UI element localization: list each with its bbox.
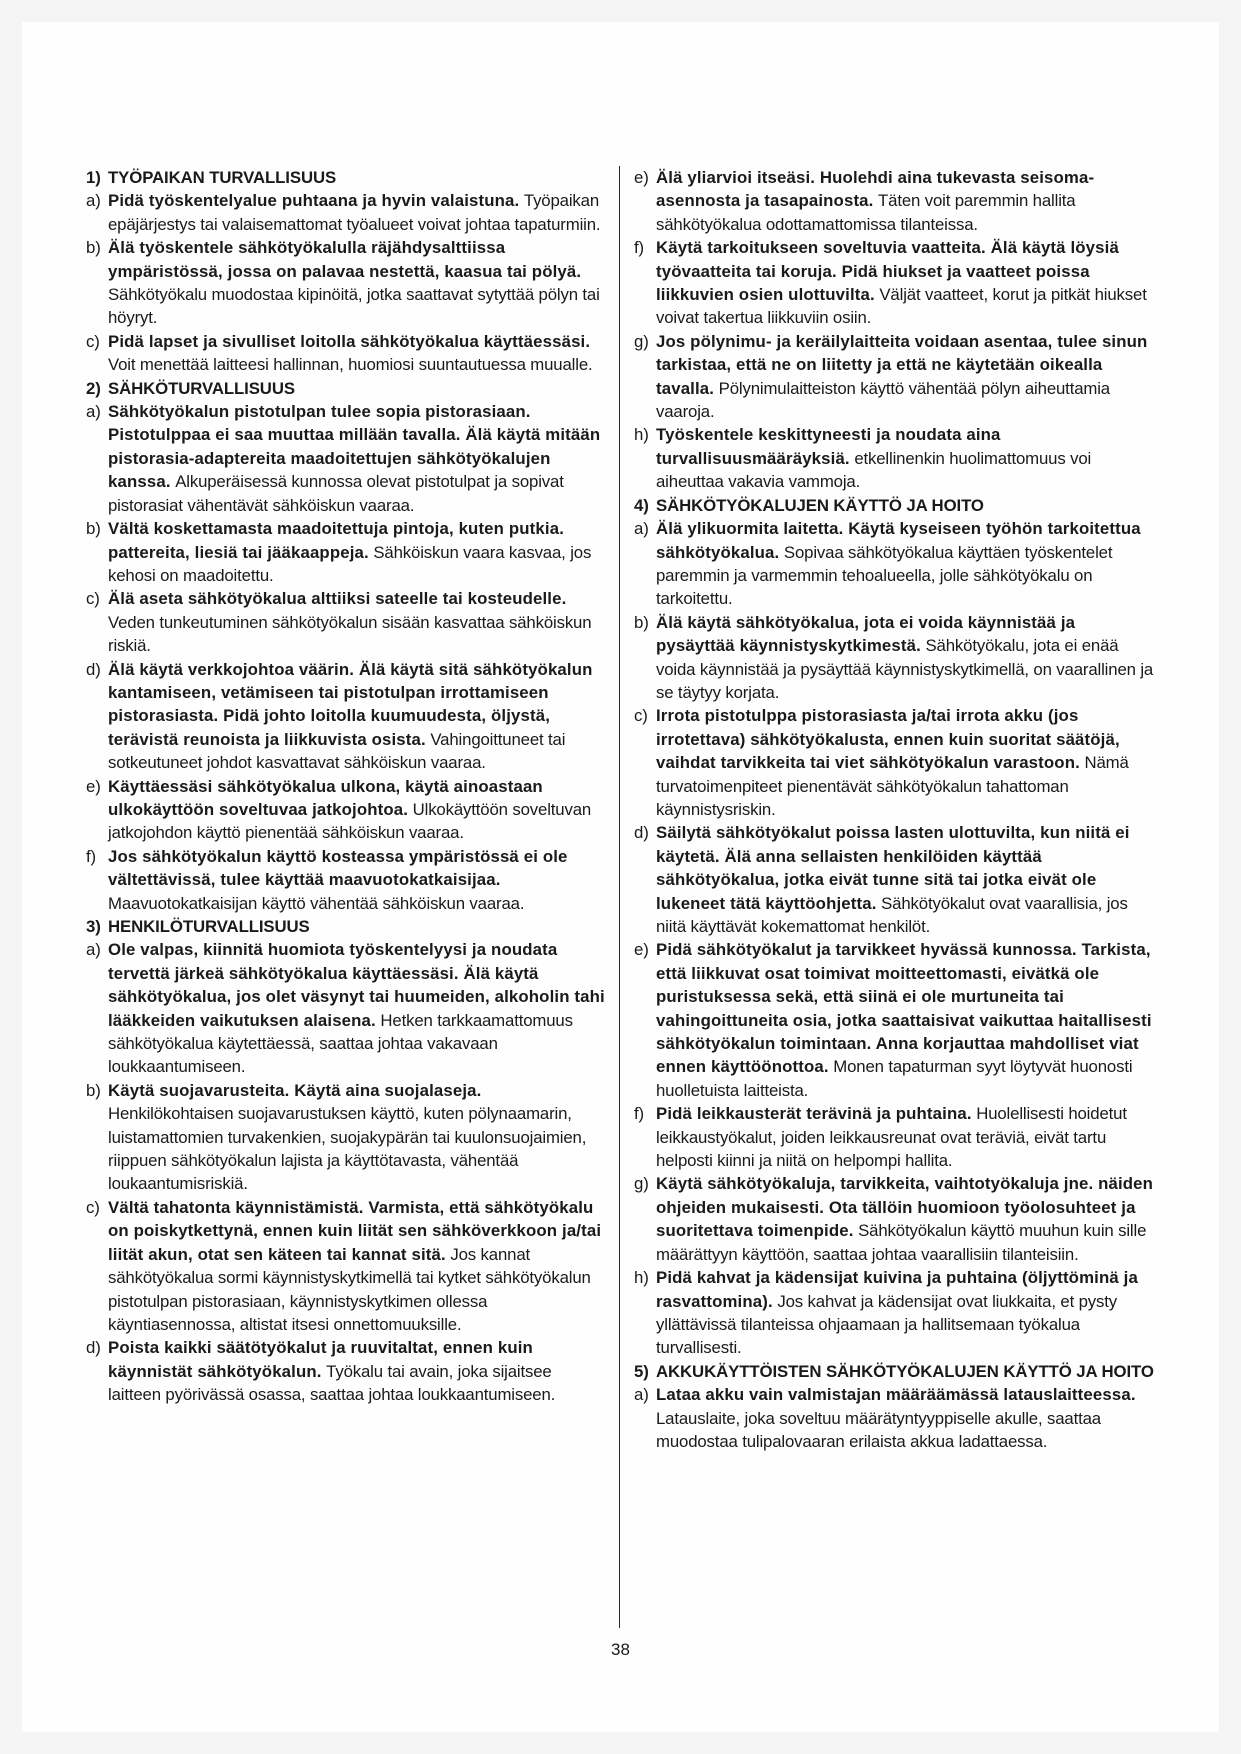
item-normal-text: Jos kahvat ja kädensijat ovat liukkaita, et pysty yllättävissä tilanteissa ohjaamaan ja hallitsemaan työkalua turvallisesti. <box>656 1291 1118 1358</box>
item-text <box>108 1196 608 1336</box>
list-item <box>86 236 608 330</box>
left-column <box>86 166 608 1407</box>
section-heading <box>86 377 608 400</box>
item-text <box>108 938 608 1078</box>
item-label: a) <box>634 1385 649 1405</box>
item-text <box>656 423 1154 493</box>
item-text <box>108 587 608 657</box>
item-normal-text: Alkuperäisessä kunnossa olevat pistotulpat ja sopivat pistorasiat vähentävät sähköiskun vaaraa. <box>108 472 564 515</box>
list-item <box>86 845 608 915</box>
item-normal-text: Vahingoittuneet tai sotkeutuneet johdot kasvattavat sähköiskun vaaraa. <box>108 729 566 773</box>
list-item <box>86 775 608 845</box>
item-label: e) <box>86 776 101 796</box>
item-text <box>108 189 608 236</box>
item-normal-text: Latauslaite, joka soveltuu määrätyntyyppiselle akulle, saattaa muodostaa tulipalovaaran erilaista akkua ladattaessa. <box>656 1408 1101 1451</box>
section-title: AKKUKÄYTTÖISTEN SÄHKÖTYÖKALUJEN KÄYTTÖ JA HOITO <box>656 1361 1154 1381</box>
list-item <box>634 1383 1154 1453</box>
list-item <box>86 1079 608 1196</box>
item-bold-text: Älä yliarvioi itseäsi. Huolehdi aina tukevasta seisoma-asennosta ja tasapainosta. <box>656 168 1095 211</box>
item-label: h) <box>634 1268 649 1288</box>
item-label: d) <box>86 1338 101 1358</box>
item-text <box>108 775 608 845</box>
list-item <box>634 704 1154 821</box>
item-text <box>108 330 608 377</box>
item-normal-text: Sähkötyökalu muodostaa kipinöitä, jotka saattavat sytyttää pölyn tai höyryt. <box>108 285 600 328</box>
item-label: b) <box>86 519 101 539</box>
item-normal-text: Veden tunkeutuminen sähkötyökalun sisään kasvattaa sähköiskun riskiä. <box>108 612 592 656</box>
item-label: c) <box>86 1197 100 1217</box>
column-divider <box>619 166 620 1628</box>
section-number: 2) <box>86 378 101 398</box>
item-text <box>656 704 1154 821</box>
list-item <box>86 330 608 377</box>
item-normal-text: Huolellisesti hoidetut leikkaustyökalut, joiden leikkausreunat ovat teräviä, eivät tartu helposti kiinni ja niitä on helpompi hallita. <box>656 1104 1127 1171</box>
item-bold-text: Vältä tahatonta käynnistämistä. Varmista, että sähkötyökalu on poiskytkettynä, ennen kuin liität sen sähköverkkoon ja/tai liität akun, otat sen käteen tai kannat sitä. <box>108 1197 602 1264</box>
item-normal-text: etkellinenkin huolimattomuus voi aiheuttaa vakavia vammoja. <box>656 448 1092 492</box>
item-normal-text: Henkilökohtaisen suojavarustuksen käyttö, kuten pölynaamarin, luistamattomien turvakenkien, suojakypärän tai kuulonsuojaimien, riippuen sähkötyökalun lajista ja käyttötavasta, vähentää loukaantumisriskiä. <box>108 1104 587 1194</box>
item-text <box>656 1172 1154 1266</box>
item-normal-text: Sopivaa sähkötyökalua käyttäen työskentelet paremmin ja varmemmin tehoalueella, jolle sähkötyökalu on tarkoitettu. <box>656 542 1113 609</box>
item-label: g) <box>634 331 649 351</box>
item-bold-text: Vältä koskettamasta maadoitettuja pintoja, kuten putkia. pattereita, liesiä tai jääkaappeja. <box>108 519 565 562</box>
item-label: b) <box>634 612 649 632</box>
list-item <box>634 611 1154 705</box>
list-item <box>634 330 1154 424</box>
item-bold-text: Jos pölynimu- ja keräilylaitteita voidaan asentaa, tulee sinun tarkistaa, että ne on liitetty ja että ne käytetään oikealla tavalla. <box>656 331 1148 398</box>
list-item <box>86 1196 608 1336</box>
item-normal-text: Sähkötyökalun käyttö muuhun kuin sille määrättyyn käyttöön, saattaa johtaa vaarallisiin tilanteisiin. <box>656 1221 1147 1264</box>
item-bold-text: Irrota pistotulppa pistorasiasta ja/tai irrota akku (jos irrotettava) sähkötyökalusta, ennen kuin suoritat säätöjä, vaihdat tarvikkeita tai viet sähkötyökalun varastoon. <box>656 706 1120 773</box>
item-label: d) <box>634 823 649 843</box>
item-text <box>108 845 608 915</box>
list-item <box>86 1336 608 1406</box>
item-text <box>108 658 608 775</box>
item-bold-text: Jos sähkötyökalun käyttö kosteassa ympäristössä ei ole vältettävissä, tulee käyttää maavuotokatkaisijaa. <box>108 846 568 890</box>
list-item <box>86 658 608 775</box>
item-normal-text: Työkalu tai avain, joka sijaitsee laitteen pyörivässä osassa, saattaa johtaa loukkaantumiseen. <box>108 1361 556 1405</box>
section-number: 5) <box>634 1361 649 1381</box>
item-text <box>656 938 1154 1102</box>
item-bold-text: Poista kaikki säätötyökalut ja ruuvitaltat, ennen kuin käynnistät sähkötyökalun. <box>108 1338 533 1381</box>
page-number: 38 <box>611 1640 630 1659</box>
list-item <box>634 1266 1154 1360</box>
item-bold-text: Pidä lapset ja sivulliset loitolla sähkötyökalua käyttäessäsi. <box>108 331 591 351</box>
item-bold-text: Älä käytä sähkötyökalua, jota ei voida käynnistää ja pysäyttää käynnistyskytkimestä. <box>656 612 1076 656</box>
item-normal-text: Monen tapaturman syyt löytyvät huonosti huolletuista laitteista. <box>656 1057 1133 1100</box>
item-label: c) <box>86 589 100 609</box>
item-text <box>656 517 1154 611</box>
item-label: f) <box>634 1104 645 1124</box>
item-label: e) <box>634 940 649 960</box>
item-bold-text: Pidä sähkötyökalut ja tarvikkeet hyvässä kunnossa. Tarkista, että liikkuvat osat toimivat moitteettomasti, eivätkä ole puristuksessa sekä, että siinä ei ole murtuneita tai vahingoittuneita osia, jotka saattaisivat vaikuttaa haitallisesti sähkötyökalun toimintaan. Anna korjauttaa mahdolliset viat ennen käyttöönottoa. <box>656 940 1152 1077</box>
item-label: d) <box>86 659 101 679</box>
item-normal-text: Sähkötyökalu, jota ei enää voida käynnistää ja pysäyttää käynnistyskytkimellä, on vaarallinen ja se täytyy korjata. <box>656 636 1154 702</box>
item-normal-text: Maavuotokatkaisijan käyttö vähentää sähköiskun vaaraa. <box>108 893 525 913</box>
item-normal-text: Väljät vaatteet, korut ja pitkät hiukset voivat takertua liikkuviin osiin. <box>656 285 1147 328</box>
section-title: TYÖPAIKAN TURVALLISUUS <box>108 168 337 187</box>
item-bold-text: Älä aseta sähkötyökalua alttiiksi sateelle tai kosteudelle. <box>108 589 567 609</box>
item-bold-text: Älä käytä verkkojohtoa väärin. Älä käytä sitä sähkötyökalun kantamiseen, vetämiseen tai pistotulpan irrottamiseen pistorasiasta. Pidä johto loitolla kuumuudesta, öljystä, terävistä reunoista ja liikkuvista osista. <box>108 659 593 749</box>
item-normal-text: Ulkokäyttöön soveltuvan jatkojohdon käyttö pienentää sähköiskun vaaraa. <box>108 799 592 843</box>
item-bold-text: Pidä leikkausterät terävinä ja puhtaina. <box>656 1104 972 1124</box>
item-bold-text: Käytä tarkoitukseen soveltuvia vaatteita. Älä käytä löysiä työvaatteita tai koruja. Pidä hiukset ja vaatteet poissa liikkuvien osien ulottuvilta. <box>656 238 1119 305</box>
list-item <box>634 1172 1154 1266</box>
item-label: a) <box>86 940 101 960</box>
item-normal-text: Sähkötyökalut ovat vaarallisia, jos niitä käyttävät kokemattomat henkilöt. <box>656 893 1128 936</box>
item-normal-text: Hetken tarkkaamattomuus sähkötyökalua käytettäessä, saattaa johtaa vakavaan loukkaantumiseen. <box>108 1010 573 1077</box>
item-bold-text: Lataa akku vain valmistajan määräämässä latauslaitteessa. <box>656 1385 1136 1405</box>
list-item <box>86 517 608 587</box>
item-text <box>656 1266 1154 1360</box>
list-item <box>634 517 1154 611</box>
item-text <box>656 1383 1154 1453</box>
item-text <box>656 166 1154 236</box>
item-text <box>108 1079 608 1196</box>
section-heading <box>86 915 608 938</box>
section-number: 3) <box>86 917 101 936</box>
item-label: c) <box>86 331 100 351</box>
right-column <box>634 166 1154 1453</box>
item-normal-text: Sähköiskun vaara kasvaa, jos kehosi on maadoitettu. <box>108 542 592 585</box>
item-text <box>656 236 1154 330</box>
item-text <box>656 1102 1154 1172</box>
item-bold-text: Työskentele keskittyneesti ja noudata aina turvallisuusmääräyksiä. <box>656 425 1001 468</box>
item-bold-text: Säilytä sähkötyökalut poissa lasten ulottuvilta, kun niitä ei käytetä. Älä anna sellaisten henkilöiden käyttää sähkötyökalua, jotka eivät tunne sitä tai jotka eivät ole lukeneet tätä käyttöohjetta. <box>656 823 1130 913</box>
list-item <box>86 587 608 657</box>
item-label: f) <box>634 238 645 258</box>
item-label: h) <box>634 425 649 445</box>
section-title: SÄHKÖTURVALLISUUS <box>108 378 295 398</box>
item-bold-text: Älä työskentele sähkötyökalulla räjähdysalttiissa ympäristössä, jossa on palavaa nestettä, kaasua tai pölyä. <box>108 238 582 281</box>
item-text <box>108 236 608 330</box>
item-label: a) <box>86 402 101 422</box>
section-number: 1) <box>86 168 101 187</box>
item-bold-text: Sähkötyökalun pistotulpan tulee sopia pistorasiaan. Pistotulppaa ei saa muuttaa millään tavalla. Älä käytä mitään pistorasia-adaptereita maadoitettujen sähkötyökalujen kanssa. <box>108 402 601 492</box>
item-normal-text: Jos kannat sähkötyökalua sormi käynnistyskytkimellä tai kytket sähkötyökalun pistotulpan pistorasiaan, käynnistyskytkimen ollessa käyntiasennossa, altistat itsesi onnettomuuksille. <box>108 1244 591 1334</box>
item-label: c) <box>634 706 648 726</box>
list-item <box>86 938 608 1078</box>
item-text <box>108 1336 608 1406</box>
item-text <box>108 400 608 517</box>
item-normal-text: Täten voit paremmin hallita sähkötyökalua odottamattomissa tilanteissa. <box>656 191 1076 234</box>
item-normal-text: Pölynimulaitteiston käyttö vähentää pölyn aiheuttamia vaaroja. <box>656 378 1110 422</box>
item-label: g) <box>634 1174 649 1194</box>
section-number: 4) <box>634 495 649 515</box>
section-heading <box>86 166 608 189</box>
list-item <box>634 423 1154 493</box>
list-item <box>86 189 608 236</box>
item-normal-text: Nämä turvatoimenpiteet pienentävät sähkötyökalun tahattoman käynnistysriskin. <box>656 753 1129 819</box>
item-bold-text: Käytä sähkötyökaluja, tarvikkeita, vaihtotyökaluja jne. näiden ohjeiden mukaisesti. Ota tällöin huomioon työolosuhteet ja suoritettava toimenpide. <box>656 1174 1154 1241</box>
item-bold-text: Käyttäessäsi sähkötyökalua ulkona, käytä ainoastaan ulkokäyttöön soveltuvaa jatkojohtoa. <box>108 776 543 819</box>
item-text <box>656 330 1154 424</box>
item-label: b) <box>86 1080 101 1100</box>
section-title: HENKILÖTURVALLISUUS <box>108 917 310 936</box>
item-normal-text: Työpaikan epäjärjestys tai valaisemattomat työalueet voivat johtaa tapaturmiin. <box>108 191 601 234</box>
list-item <box>634 236 1154 330</box>
item-label: b) <box>86 238 101 258</box>
list-item <box>634 821 1154 938</box>
item-bold-text: Pidä työskentelyalue puhtaana ja hyvin valaistuna. <box>108 191 520 211</box>
item-bold-text: Ole valpas, kiinnitä huomiota työskentelyysi ja noudata tervettä järkeä sähkötyökalua käyttäessäsi. Älä käytä sähkötyökalua, jos olet väsynyt tai huumeiden, alkoholin tahi lääkkeiden vaikutuksen alaisena. <box>108 940 605 1030</box>
list-item <box>634 1102 1154 1172</box>
item-text <box>656 821 1154 938</box>
list-item <box>634 166 1154 236</box>
item-label: e) <box>634 168 649 187</box>
item-bold-text: Pidä kahvat ja kädensijat kuivina ja puhtaina (öljyttöminä ja rasvattomina). <box>656 1268 1138 1311</box>
item-label: a) <box>86 191 101 211</box>
item-label: f) <box>86 846 97 866</box>
item-bold-text: Älä ylikuormita laitetta. Käytä kyseiseen työhön tarkoitettua sähkötyökalua. <box>656 519 1141 562</box>
list-item <box>634 938 1154 1102</box>
list-item <box>86 400 608 517</box>
section-heading <box>634 494 1154 517</box>
item-text <box>108 517 608 587</box>
item-normal-text: Voit menettää laitteesi hallinnan, huomiosi suuntautuessa muualle. <box>108 355 593 375</box>
item-bold-text: Käytä suojavarusteita. Käytä aina suojalaseja. <box>108 1080 482 1100</box>
section-heading <box>634 1360 1154 1383</box>
section-title: SÄHKÖTYÖKALUJEN KÄYTTÖ JA HOITO <box>656 495 984 515</box>
item-text <box>656 611 1154 705</box>
item-label: a) <box>634 519 649 539</box>
